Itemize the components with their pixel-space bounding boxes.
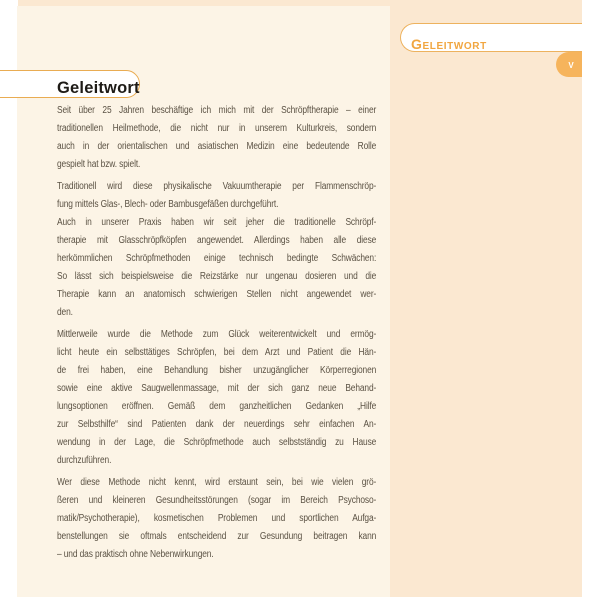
foreword-body-text [57, 102, 376, 564]
sidebar-header-label: Geleitwort [411, 36, 487, 52]
text-line: auch in der orientalischen und asiatischen Medizin eine bedeutende Rolle [57, 141, 377, 152]
page-title: Geleitwort [57, 79, 140, 97]
text-line: Traditionell wird diese physikalische Vakuumtherapie per Flammenschröp- [57, 181, 377, 192]
text-line: fung mittels Glas-, Blech- oder Bambusgefäßen durchgeführt. [57, 199, 279, 210]
page-number-tab [556, 52, 582, 77]
text-line: gespielt hat bzw. spielt. [57, 159, 141, 170]
text-line: So lässt sich beispielsweise die Reizstärke nur ungenau dosieren und die [57, 271, 377, 282]
text-line: matik/Psychotherapie), kosmetischen Problemen und sportlichen Aufga- [57, 513, 377, 524]
text-line: Therapie kann an anatomisch schwierigen Stellen nicht angewendet wer- [57, 289, 377, 300]
text-line: benstellungen sie oftmals entscheidend zur Gesundung beitragen kann [57, 531, 377, 542]
paragraph [57, 474, 376, 564]
text-line: sowie eine aktive Saugwellenmassage, mit der sich ganz neue Behand- [57, 383, 377, 394]
text-line: herkömmlichen Schröpfmethoden einige technisch bedingte Schwächen: [57, 253, 377, 264]
text-line: ßeren und kleineren Gesundheitsstörungen (sogar im Bereich Psychoso- [57, 495, 377, 506]
text-line: Mittlerweile wurde die Methode zum Glück weiterentwickelt und ermög- [57, 329, 377, 340]
text-line: wendung in der Lage, die Schröpfmethode auch selbstständig zu Hause [57, 437, 377, 448]
text-line: traditionellen Heilmethode, die nicht nur in unserem Kulturkreis, sondern [57, 123, 377, 134]
text-line: lungsoptionen eröffnen. Gemäß dem ganzheitlichen Gedanken „Hilfe [57, 401, 377, 412]
sidebar-background [390, 6, 582, 597]
text-line: durchzuführen. [57, 455, 112, 466]
text-line: Auch in unserer Praxis haben wir seit jeher die traditionelle Schröpf- [57, 217, 377, 228]
text-line: therapie mit Glasschröpfköpfen angewendet. Allerdings haben alle diese [57, 235, 377, 246]
text-line: licht heute ein selbsttätiges Schröpfen, bei dem Arzt und Patient die Hän- [57, 347, 377, 358]
page-number: v [568, 58, 574, 71]
paragraph [57, 102, 376, 174]
text-line: – und das praktisch ohne Nebenwirkungen. [57, 549, 214, 560]
paragraph [57, 326, 376, 470]
text-line: Wer diese Methode nicht kennt, wird erstaunt sein, bei wie vielen grö- [57, 477, 377, 488]
paragraph [57, 178, 376, 214]
text-line: zur Selbsthilfe“ sind Patienten dank der neuerdings sehr einfachen An- [57, 419, 377, 430]
text-line: de frei haben, eine Behandlung bisher unzugänglicher Körperregionen [57, 365, 377, 376]
text-line: Seit über 25 Jahren beschäftige ich mich mit der Schröpftherapie – einer [57, 105, 377, 116]
text-line: den. [57, 307, 73, 318]
paragraph [57, 214, 376, 322]
